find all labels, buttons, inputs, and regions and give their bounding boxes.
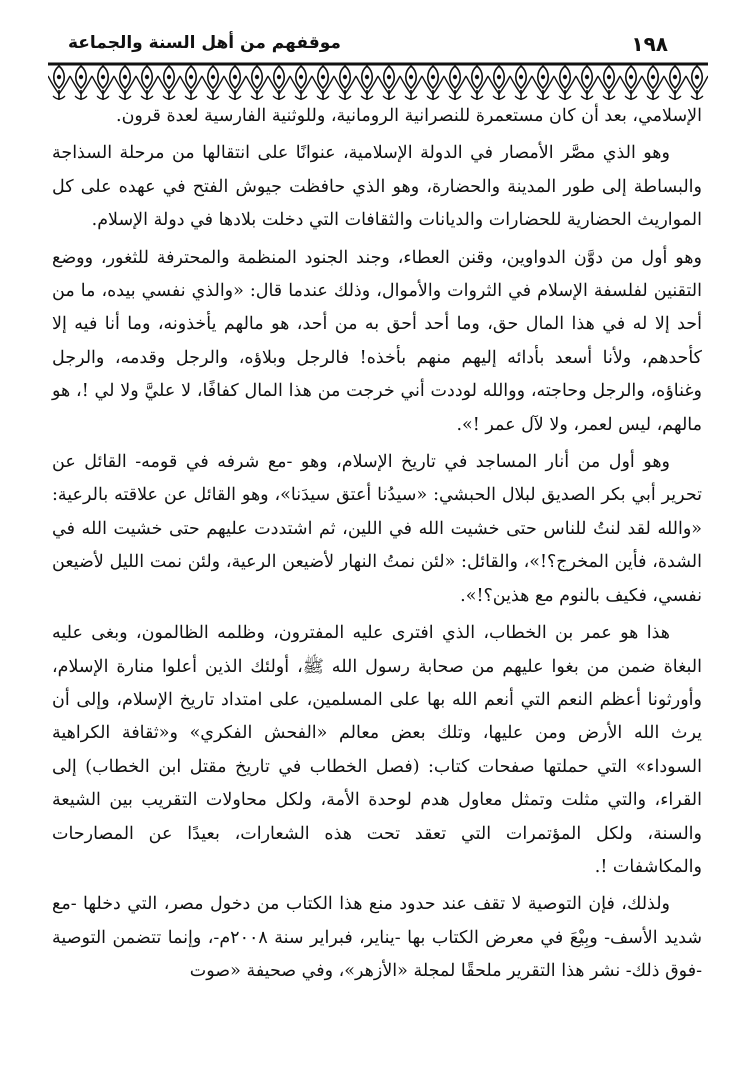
body-text [52, 100, 702, 993]
page-header [48, 30, 708, 58]
page-number: ١٩٨ [631, 32, 668, 56]
decorative-border [48, 58, 708, 102]
paragraph-6: ولذلك، فإن التوصية لا تقف عند حدود منع هذا الكتاب من دخول مصر، التي دخلها -مع شديد الأسف- وبِيْعَ في معرض الكتاب بها -يناير، فبراير سنة ٢٠٠٨م-، وإنما تتضمن التوصية -فوق ذلك- نشر هذا التقرير ملحقًا لمجلة «الأزهر»، وفي صحيفة «صوت [52, 894, 702, 982]
paragraph-1: الإسلامي، بعد أن كان مستعمرة للنصرانية الرومانية، وللوثنية الفارسية لعدة قرون. [116, 106, 702, 126]
paragraph-4: وهو أول من أنار المساجد في تاريخ الإسلام، وهو -مع شرفه في قومه- القائل عن تحرير أبي بكر الصديق لبلال الحبشي: «سيدُنا أعتق سيدَنا»، وهو القائل عن علاقته بالرعية: «والله لقد لنتُ للناس حتى خشيت الله في اللين، ثم اشتددت عليهم حتى خشيت الله في الشدة، فأين المخرج؟!»، والقائل: «لئن نمتُ النهار لأضيعن الرعية، ولئن نمت الليل لأضيعن نفسي، فكيف بالنوم مع هذين؟!». [52, 452, 702, 606]
running-title: موقفهم من أهل السنة والجماعة [68, 33, 341, 53]
paragraph-5: هذا هو عمر بن الخطاب، الذي افترى عليه المفترون، وظلمه الظالمون، وبغى عليه البغاة ضمن من بغوا عليهم من صحابة رسول الله ﷺ، أولئك الذين أعلوا منارة الإسلام، وأورثونا أعظم النعم التي أنعم الله بها على المسلمين، على امتداد تاريخ الإسلام، وإلى أن يرث الله الأرض ومن عليها، وتلك بعض معالم «الفحش الفكري» و«ثقافة الكراهية السوداء» التي حملتها صفحات كتاب: (فصل الخطاب في تاريخ مقتل ابن الخطاب) إلى القراء، والتي مثلت وتمثل معاول هدم لوحدة الأمة، ولكل محاولات التقريب بين الشيعة والسنة، ولكل المؤتمرات التي تعقد تحت هذه الشعارات، بعيدًا عن المصارحات والمكاشفات !. [52, 623, 702, 877]
paragraph-2: وهو الذي مصَّر الأمصار في الدولة الإسلامية، عنوانًا على انتقالها من مرحلة السذاجة والبساطة إلى طور المدينة والحضارة، وهو الذي حافظت جيوش الفتح في عهده على كل المواريث الحضارية للحضارات والديانات والثقافات التي دخلت بلادها في دولة الإسلام. [52, 143, 702, 231]
paragraph-3: وهو أول من دوَّن الدواوين، وقنن العطاء، وجند الجنود المنظمة والمحترفة للثغور، ووضع التقنين لفلسفة الإسلام في الثروات والأموال، وذلك عندما قال: «والذي نفسي بيده، ما من أحد إلا له في هذا المال حق، وما أحد أحق به من أحد، هو مالهم يأخذونه، وما أنا فيه إلا كأحدهم، ولأنا أسعد بأدائه إليهم منهم بأخذه! فالرجل وبلاؤه، والرجل وقدمه، والرجل وغناؤه، والرجل وحاجته، ووالله لوددت أني خرجت من هذا المال كفافًا، لا عليَّ ولا لي !، هو مالهم، ليس لعمر، ولا لآل عمر !». [52, 247, 702, 435]
